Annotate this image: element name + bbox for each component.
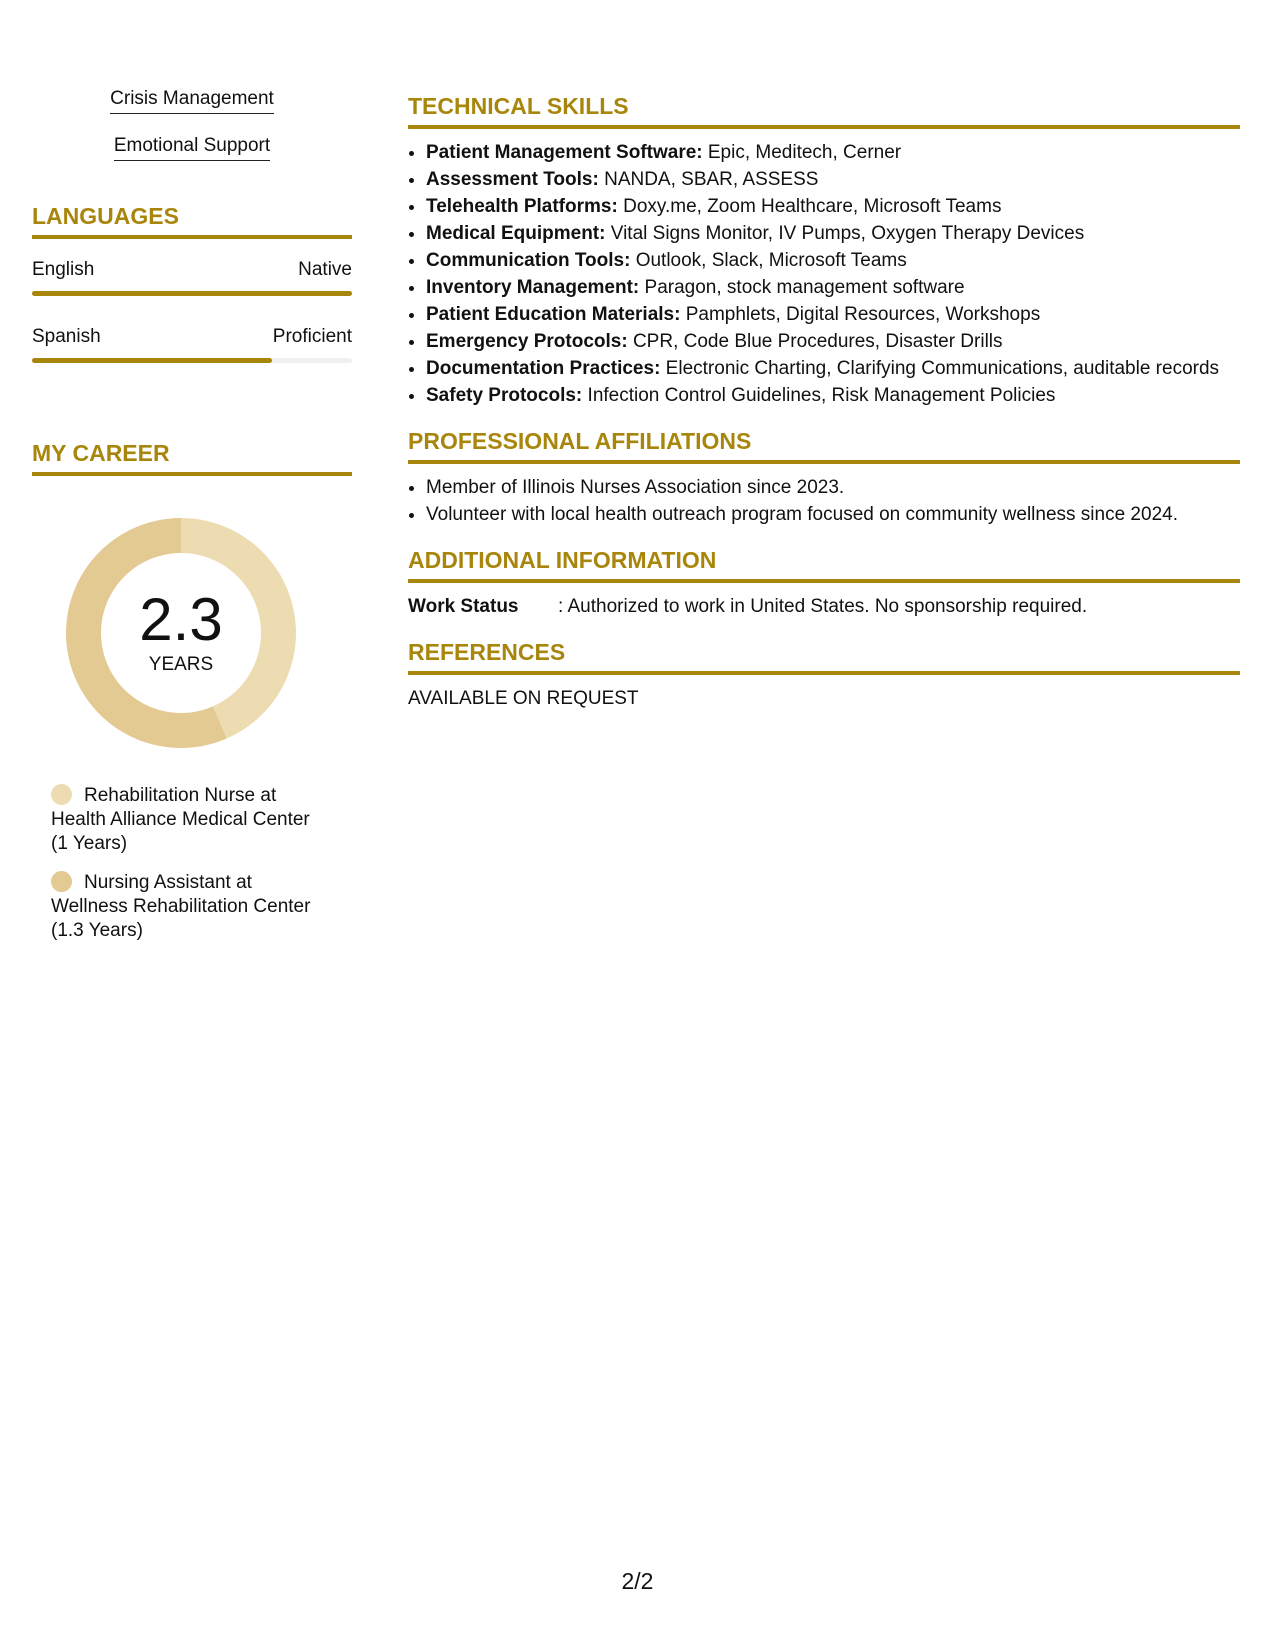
- language-name: English: [32, 259, 95, 280]
- career-legend-item: [51, 871, 331, 943]
- affiliations-heading: PROFESSIONAL AFFILIATIONS: [408, 427, 1240, 464]
- work-status-label: Work Status: [408, 596, 519, 617]
- page-number: 2/2: [621, 1568, 654, 1594]
- skill-label: Assessment Tools:: [426, 169, 599, 190]
- skill-tag: Crisis Management: [110, 88, 274, 114]
- language-proficiency-bar: [32, 358, 352, 363]
- skill-label: Safety Protocols:: [426, 385, 583, 406]
- career-legend: [51, 784, 331, 943]
- language-proficiency-fill: [32, 291, 352, 296]
- skill-value: Outlook, Slack, Microsoft Teams: [630, 250, 907, 271]
- list-item: • Member of Illinois Nurses Association since 2023.: [426, 474, 1240, 501]
- skill-value: Electronic Charting, Clarifying Communications, auditable records: [660, 358, 1220, 379]
- list-item: [426, 220, 1240, 247]
- skill-label: Inventory Management:: [426, 277, 640, 298]
- language-proficiency-bar: [32, 291, 352, 296]
- legend-dot-icon: [51, 871, 72, 892]
- skill-value: Pamphlets, Digital Resources, Workshops: [680, 304, 1041, 325]
- skill-tags: [32, 84, 352, 178]
- references-text: AVAILABLE ON REQUEST: [408, 688, 639, 709]
- skill-label: Documentation Practices:: [426, 358, 661, 379]
- language-proficiency-fill: [32, 358, 272, 363]
- career-heading: MY CAREER: [32, 439, 352, 476]
- work-status-value: : Authorized to work in United States. No sponsorship required.: [558, 596, 1088, 617]
- list-item: [426, 355, 1240, 382]
- list-item: [426, 166, 1240, 193]
- list-item: [426, 328, 1240, 355]
- affiliations-list: [408, 474, 1240, 528]
- additional-info-heading: ADDITIONAL INFORMATION: [408, 546, 1240, 583]
- language-level: Proficient: [272, 326, 352, 347]
- language-row: [32, 259, 352, 296]
- career-legend-item: [51, 784, 331, 856]
- list-item: [426, 247, 1240, 274]
- skill-label: Medical Equipment:: [426, 223, 606, 244]
- skill-tag: Emotional Support: [114, 135, 270, 161]
- list-item: [426, 301, 1240, 328]
- list-item: • Volunteer with local health outreach program focused on community wellness since 2024.: [426, 501, 1240, 528]
- career-total-unit: YEARS: [148, 654, 214, 675]
- list-item: [426, 382, 1240, 409]
- career-donut-chart: [66, 518, 296, 748]
- technical-skills-list: [408, 139, 1240, 409]
- career-total-value: 2.3: [139, 586, 223, 653]
- skill-label: Emergency Protocols:: [426, 331, 628, 352]
- skill-value: Paragon, stock management software: [639, 277, 965, 298]
- skill-label: Patient Education Materials:: [426, 304, 681, 325]
- right-column: [408, 92, 1240, 712]
- list-item: [426, 274, 1240, 301]
- list-item: [426, 139, 1240, 166]
- skill-label: Patient Management Software:: [426, 142, 703, 163]
- language-row: [32, 326, 352, 363]
- work-status-row: [408, 593, 1240, 620]
- references-heading: REFERENCES: [408, 638, 1240, 675]
- legend-dot-icon: [51, 784, 72, 805]
- language-name: Spanish: [32, 326, 101, 347]
- left-column: [32, 84, 352, 958]
- list-item: [426, 193, 1240, 220]
- skill-value: Doxy.me, Zoom Healthcare, Microsoft Teams: [617, 196, 1002, 217]
- skill-value: NANDA, SBAR, ASSESS: [598, 169, 819, 190]
- skill-value: Infection Control Guidelines, Risk Management Policies: [582, 385, 1056, 406]
- career-legend-label: Rehabilitation Nurse at Health Alliance Medical Center (1 Years): [51, 785, 310, 854]
- technical-skills-heading: TECHNICAL SKILLS: [408, 92, 1240, 129]
- skill-value: Vital Signs Monitor, IV Pumps, Oxygen Therapy Devices: [605, 223, 1085, 244]
- skill-label: Telehealth Platforms:: [426, 196, 618, 217]
- skill-label: Communication Tools:: [426, 250, 631, 271]
- skill-value: CPR, Code Blue Procedures, Disaster Drills: [627, 331, 1003, 352]
- language-level: Native: [298, 259, 352, 280]
- career-legend-label: Nursing Assistant at Wellness Rehabilitation Center (1.3 Years): [51, 872, 311, 941]
- skill-value: Epic, Meditech, Cerner: [702, 142, 902, 163]
- languages-heading: LANGUAGES: [32, 202, 352, 239]
